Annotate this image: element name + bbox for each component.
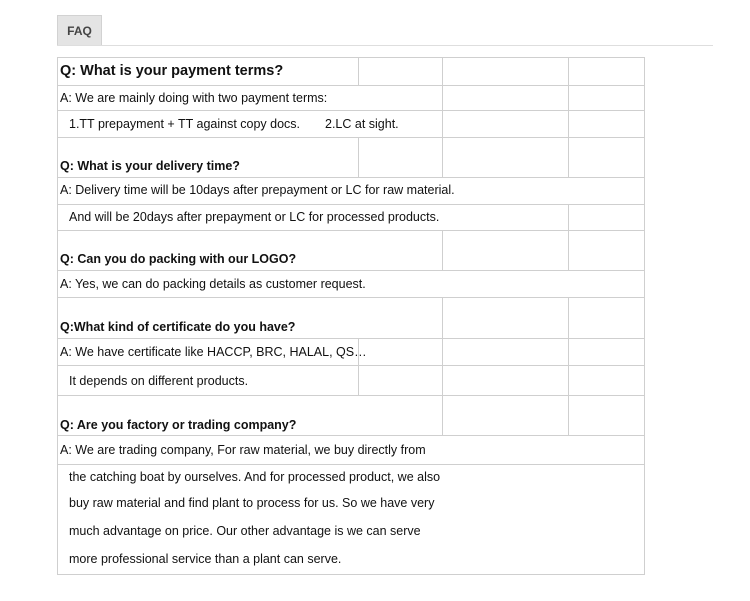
column-border xyxy=(568,338,569,395)
column-border xyxy=(442,230,443,270)
row-border xyxy=(57,57,645,58)
row-border xyxy=(57,230,645,231)
faq-answer-company-line: A: We are trading company, For raw material, we buy directly from xyxy=(60,443,426,457)
faq-answer-delivery-line: And will be 20days after prepayment or LC for processed products. xyxy=(69,210,440,224)
column-border xyxy=(568,297,569,338)
faq-answer-company-line: more professional service than a plant can serve. xyxy=(69,552,342,566)
row-border xyxy=(57,464,645,465)
column-border xyxy=(442,137,443,177)
column-border xyxy=(568,204,569,230)
faq-question-packing: Q: Can you do packing with our LOGO? xyxy=(60,252,297,266)
faq-answer-payment-line: 2.LC at sight. xyxy=(325,117,399,131)
column-border xyxy=(358,137,359,177)
faq-answer-certificate-line: A: We have certificate like HACCP, BRC, HALAL, QS… xyxy=(60,345,367,359)
faq-question-certificate: Q:What kind of certificate do you have? xyxy=(60,320,296,334)
row-border xyxy=(57,574,645,575)
faq-answer-company-line: the catching boat by ourselves. And for processed product, we also xyxy=(69,470,441,484)
faq-answer-packing-line: A: Yes, we can do packing details as customer request. xyxy=(60,277,366,291)
row-border xyxy=(57,435,645,436)
column-border xyxy=(442,297,443,338)
faq-answer-payment-line: A: We are mainly doing with two payment terms: xyxy=(60,91,328,105)
faq-answer-payment-line: 1.TT prepayment + TT against copy docs. xyxy=(69,117,301,131)
column-border xyxy=(442,395,443,435)
row-border xyxy=(57,270,645,271)
row-border xyxy=(57,137,645,138)
faq-question-payment: Q: What is your payment terms? xyxy=(60,63,284,79)
row-border xyxy=(57,110,645,111)
row-border xyxy=(57,338,645,339)
column-border xyxy=(568,230,569,270)
column-border xyxy=(442,338,443,395)
faq-answer-delivery-line: A: Delivery time will be 10days after prepayment or LC for raw material. xyxy=(60,183,455,197)
tab-divider xyxy=(57,45,713,46)
column-border xyxy=(358,57,359,85)
row-border xyxy=(57,85,645,86)
row-border xyxy=(57,297,645,298)
row-border xyxy=(57,395,645,396)
column-border xyxy=(644,57,645,575)
faq-question-delivery: Q: What is your delivery time? xyxy=(60,159,240,173)
tab-faq[interactable]: FAQ xyxy=(57,15,102,46)
column-border xyxy=(568,137,569,177)
row-border xyxy=(57,365,645,366)
column-border xyxy=(57,57,58,575)
faq-answer-certificate-line: It depends on different products. xyxy=(69,374,249,388)
faq-answer-company-line: much advantage on price. Our other advantage is we can serve xyxy=(69,524,421,538)
faq-question-company: Q: Are you factory or trading company? xyxy=(60,418,297,432)
faq-answer-company-line: buy raw material and find plant to process for us. So we have very xyxy=(69,496,435,510)
faq-table xyxy=(57,57,645,575)
row-border xyxy=(57,204,645,205)
column-border xyxy=(442,57,443,137)
column-border xyxy=(568,57,569,137)
row-border xyxy=(57,177,645,178)
column-border xyxy=(568,395,569,435)
